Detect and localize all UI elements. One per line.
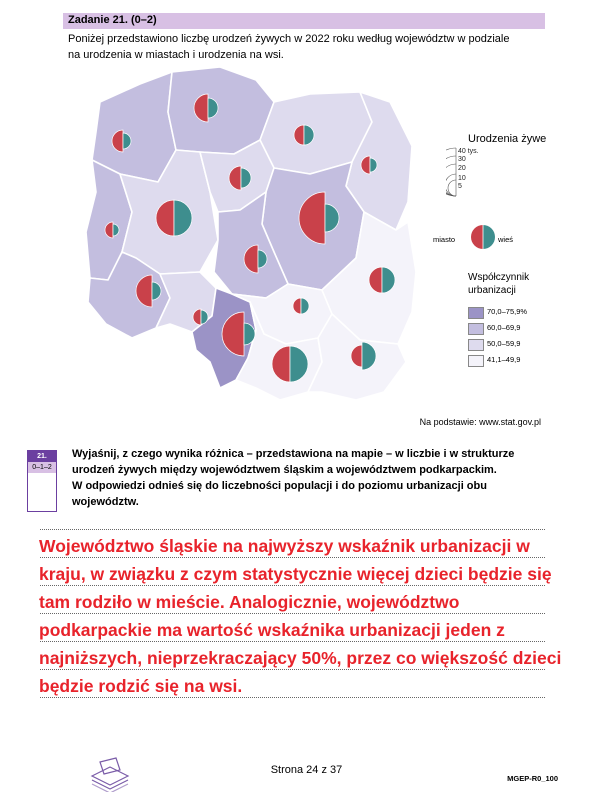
page-number: Strona 24 z 37: [270, 764, 343, 776]
births-size-legend: [446, 146, 516, 198]
births-symbol-opolskie: [193, 309, 208, 325]
answer-line-3: tam rodziło w mieście. Analogicznie, województwo: [39, 592, 460, 612]
births-symbol-warminsko-mazurskie: [294, 125, 314, 145]
swatch-50: [468, 339, 484, 351]
scale-label-5: 5: [458, 183, 462, 190]
question-line-4: województw.: [72, 496, 139, 508]
scale-label-30: 30: [458, 156, 466, 163]
task-points: 0–1–2: [28, 462, 56, 473]
exam-code: MGEP-R0_100: [507, 774, 558, 783]
poland-map: [60, 62, 430, 412]
swatch-60: [468, 323, 484, 335]
intro-text: [68, 31, 548, 63]
intro-line-1: Poniżej przedstawiono liczbę urodzeń żywych w 2022 roku według województw w podziale: [68, 33, 510, 45]
urbanization-label-41: 41,1–49,9: [487, 355, 521, 364]
answer-line-2: kraju, w związku z czym statystycznie więcej dzieci będzie się: [39, 564, 552, 584]
answer-line-1: Województwo śląskie na najwyższy wskaźnik urbanizacji w: [39, 536, 530, 556]
urbanization-title-line-1: Współczynnik: [468, 272, 530, 283]
births-symbol-swietokrzyskie: [293, 298, 309, 314]
births-symbol-wielkopolskie: [156, 200, 192, 236]
scale-arc-10: [446, 174, 456, 196]
scale-label-40: 40 tys.: [458, 148, 479, 155]
task-points-box: [27, 450, 57, 512]
source-note: Na podstawie: www.stat.gov.pl: [419, 417, 541, 427]
question-line-1: Wyjaśnij, z czego wynika różnica – przedstawiona na mapie – w liczbie i w strukturze: [72, 448, 515, 460]
question-text: [72, 446, 552, 510]
swatch-70: [468, 307, 484, 319]
urbanization-legend-title: [468, 271, 529, 297]
births-symbol-malopolskie: [272, 346, 308, 382]
scale-label-10: 10: [458, 175, 466, 182]
urbanization-label-50: 50,0–59,9: [487, 339, 521, 348]
question-line-3: W odpowiedzi odnieś się do liczebności populacji i do poziomu urbanizacji obu: [72, 480, 487, 492]
swatch-41: [468, 355, 484, 367]
task-number: 21.: [28, 451, 56, 462]
answer-line-5: najniższych, nieprzekraczający 50%, przez co większość dzieci: [39, 648, 562, 668]
answer-text[interactable]: [39, 532, 579, 700]
births-symbol-lubelskie: [369, 267, 395, 293]
legend-pie-miasto: [471, 225, 483, 249]
answer-line: [40, 529, 545, 530]
births-legend-title: Urodzenia żywe: [468, 133, 547, 145]
intro-line-2: na urodzenia w miastach i urodzenia na wsi.: [68, 49, 284, 61]
legend-pie-wies: [483, 225, 495, 249]
task-title: Zadanie 21. (0–2): [68, 14, 157, 26]
urbanization-label-70: 70,0–75,9%: [487, 307, 528, 316]
question-line-2: urodzeń żywych między województwem śląskim a województwem podkarpackim.: [72, 464, 497, 476]
answer-line-4: podkarpackie ma wartość wskaźnika urbanizacji jeden z: [39, 620, 505, 640]
scale-label-20: 20: [458, 165, 466, 172]
legend-miasto-label: miasto: [433, 235, 456, 244]
urbanization-label-60: 60,0–69,9: [487, 323, 521, 332]
legend-wies-label: wieś: [498, 235, 514, 244]
answer-line-6: będzie rodzić się na wsi.: [39, 676, 243, 696]
scale-arc-40: [446, 148, 456, 196]
legend-split-pie: [470, 224, 496, 250]
urbanization-title-line-2: urbanizacji: [468, 285, 516, 296]
poland-map-svg: [60, 62, 430, 407]
scale-arc-30: [446, 156, 456, 196]
